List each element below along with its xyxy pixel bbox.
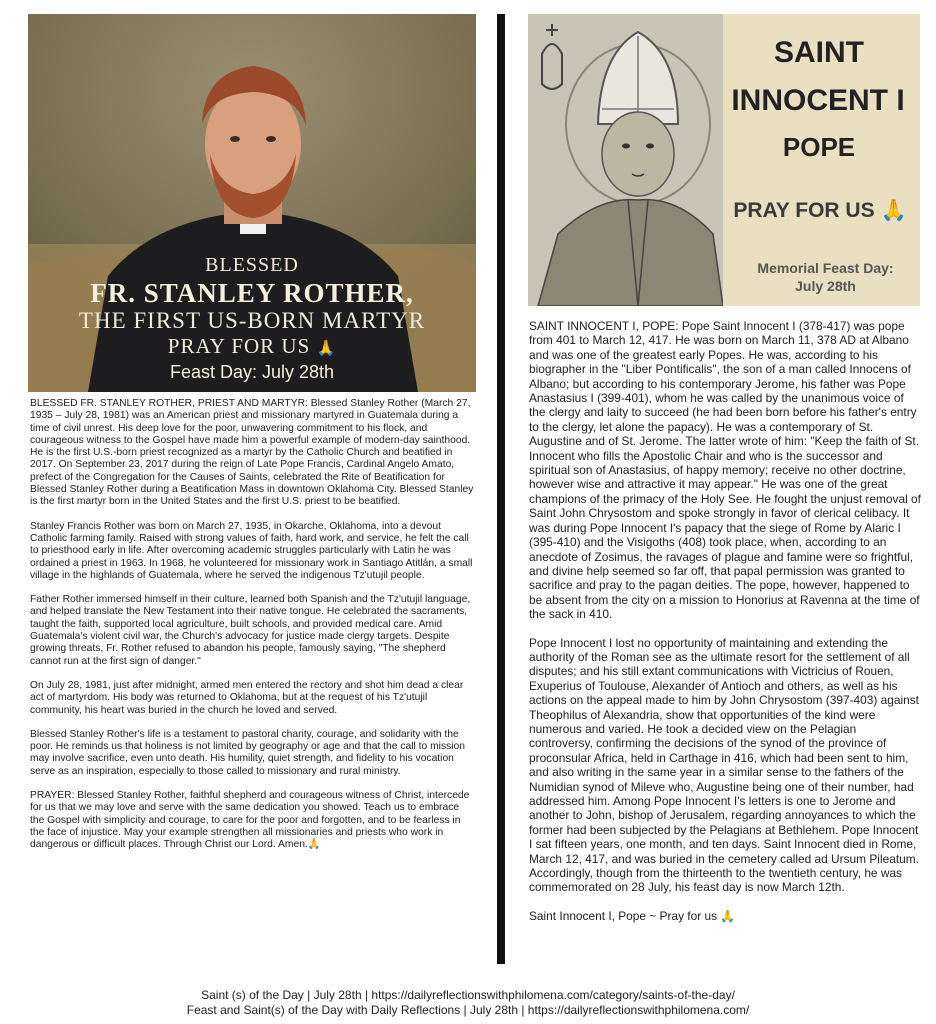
bio-paragraph: Stanley Francis Rother was born on March 27, 1935, in Okarche, Oklahoma, into a devout Catholic farming family. Raised with strong values of faith, hard work, and service, he felt the call to priesthood early in life. After overcoming academic struggles particularly with Latin he was ordained a priest in 1963. In 1968, he volunteered for missionary work in Santiago Atitlán, a small village in the highlands of Guatemala, where he served the indigenous Tz'utujil people.: [30, 520, 473, 581]
innocent-title-pope: POPE: [782, 132, 856, 162]
banner-pray-label: PRAY FOR US: [167, 334, 311, 358]
closing-prayer: Saint Innocent I, Pope ~ Pray for us 🙏: [529, 908, 736, 923]
pope-innocent-portrait: [528, 14, 723, 306]
praying-hands-icon: 🙏: [316, 341, 337, 357]
bio-paragraph: On July 28, 1981, just after midnight, armed men entered the rectory and shot him dead a clear act of martyrdom. His body was returned to Oklahoma, but at the request of his Tz'utujil community, his heart was buried in the church he loved and served.: [30, 679, 464, 716]
innocent-title-name: INNOCENT I: [731, 84, 905, 117]
innocent-title-saint: SAINT: [774, 36, 864, 69]
praying-hands-icon: 🙏: [880, 199, 907, 222]
page-footer: [0, 988, 936, 1018]
innocent-feast-date: July 28th: [795, 278, 856, 294]
banner-martyr: THE FIRST US-BORN MARTYR: [78, 308, 426, 333]
bio-paragraph: BLESSED FR. STANLEY ROTHER, PRIEST AND MARTYR: Blessed Stanley Rother (March 27, 1935 – July 28, 1981) was an American priest and missionary martyred in Guatemala during a time of civil unrest. His deep love for the poor, unwavering commitment to his flock, and courageous witness to the Gospel have made him a powerful example of modern-day sainthood. He is the first U.S.-born priest recognized as a martyr by the Catholic Church and beatified in 2017. On September 23, 2017 during the reign of Late Pope Francis, Cardinal Angelo Amato, prefect of the Congregation for the Causes of Saints, celebrated the Rite of Beatification for Blessed Stanley Rother during a Beatification Mass in downtown Oklahoma City. Blessed Stanley is the first martyr born in the United States and the first U.S. priest to be beatified.: [30, 398, 474, 508]
column-divider: [497, 14, 505, 964]
footer-reflections-link[interactable]: Feast and Saint(s) of the Day with Daily Reflections | July 28th | https://dailyreflectionswithphilomena.com/: [186, 1003, 750, 1017]
bio-paragraph: SAINT INNOCENT I, POPE: Pope Saint Innocent I (378-417) was pope from 401 to March 12, 417. He was born on March 11, 378 AD at Albano and was one of the greatest early Popes. He was, according to his biographer in the "Liber Pontificalis", the son of a man called Innocens of Albano; but according to his contemporary Jerome, his father was Pope Anastasius I (399-401), whom he was called by the unanimous voice of the clergy and laity to succeed (he had been born before his father's entry to the clergy, let alone the papacy). He was a contemporary of St. Augustine and of St. Jerome. The latter wrote of him: "Keep the faith of St. Innocent who fills the Apostolic Chair and who is the successor and spiritual son of Anastasius, of happy memory; receive no other doctrine, however wise and attractive it may appear." He was one of the great champions of the primacy of the Holy See. He fought the unjust removal of Saint John Chrysostom and spoke strongly in favor of clerical celibacy. It was during Pope Innocent I's papacy that the siege of Rome by Alaric I (395-410) and the Visigoths (408) took place, when, according to an anecdote of Zosimus, the ravages of plague and famine were so frightful, and divine help seemed so far off, that papal permission was granted to sacrifice and pray to the pagan deities. The pope, however, happened to be absent from the city on a mission to Honorius at Ravenna at the time of the sack in 410.: [529, 319, 921, 622]
footer-saints-link[interactable]: Saint (s) of the Day | July 28th | https://dailyreflectionswithphilomena.com/category/saints-of-the-day/: [201, 988, 735, 1002]
innocent-biography: [529, 319, 922, 937]
banner-pray: [28, 334, 476, 359]
stanley-rother-biography: [30, 398, 476, 864]
innocent-pray-label: PRAY FOR US: [733, 199, 875, 222]
innocent-pray-line: [720, 199, 920, 223]
stanley-rother-banner: [28, 14, 476, 392]
innocent-banner: [528, 14, 920, 306]
bio-paragraph: Blessed Stanley Rother's life is a testament to pastoral charity, courage, and solidarity with the poor. He reminds us that holiness is not limited by geography or age and that the call to mission may involve sacrifice, even unto death. His humility, quiet strength, and fidelity to his vocation serve as an inspiration, especially to those called to missionary and rural ministry.: [30, 728, 465, 777]
innocent-feast-day: [733, 259, 918, 295]
banner-feast-day: Feast Day: July 28th: [169, 362, 335, 382]
prayer-paragraph: PRAYER: Blessed Stanley Rother, faithful shepherd and courageous witness of Christ, intercede for us that we may love and serve with the same dedication you showed. Teach us to embrace the Gospel with simplicity and courage, to care for the poor and forgotten, and to be fearless in the face of injustice. May your example strengthen all missionaries and priests who work in dangerous or difficult places. Through Christ our Lord. Amen.🙏: [30, 790, 470, 851]
bio-paragraph: Father Rother immersed himself in their culture, learned both Spanish and the Tz'utujil language, and helped translate the New Testament into their native tongue. He celebrated the sacraments, taught the faith, supported local agriculture, built schools, and provided medical care. Amid Guatemala's violent civil war, the Church's advocacy for justice made clergy targets. Despite growing threats, Fr. Rother refused to abandon his people, famously saying, "The shepherd cannot run at the first sign of danger.": [30, 594, 471, 667]
banner-name: FR. STANLEY ROTHER,: [90, 278, 414, 308]
bio-paragraph: Pope Innocent I lost no opportunity of maintaining and extending the authority of the Roman see as the ultimate resort for the settlement of all disputes; and his still extant communications with Victricius of Rouen, Exuperius of Toulouse, Alexander of Antioch and others, as well as his actions on the appeal made to him by John Chrysostom (397-403) against Theophilus of Alexandria, show that opportunities of the kind were numerous and varied. He took a decided view on the Pelagian controversy, confirming the decisions of the synod of the province of proconsular Africa, held in Carthage in 416, which had been sent to him, and also writing in the same year in a similar sense to the fathers of the Numidian synod of Mileve who, Augustine being one of their number, had addressed him. Among Pope Innocent I's letters is one to Jerome and another to John, bishop of Jerusalem, regarding annoyances to which the former had been subjected by the Pelagians at Bethlehem. Pope Innocent I sat fifteen years, one month, and ten days. Saint Innocent died in Rome, March 12, 417, and was buried in the cemetery called ad Ursum Pileatum. Accordingly, though from the thirteenth to the twentieth century, he was commemorated on 28 July, his feast day is now March 12th.: [529, 635, 919, 895]
innocent-feast-label: Memorial Feast Day:: [757, 260, 894, 276]
banner-blessed: BLESSED: [205, 254, 299, 276]
